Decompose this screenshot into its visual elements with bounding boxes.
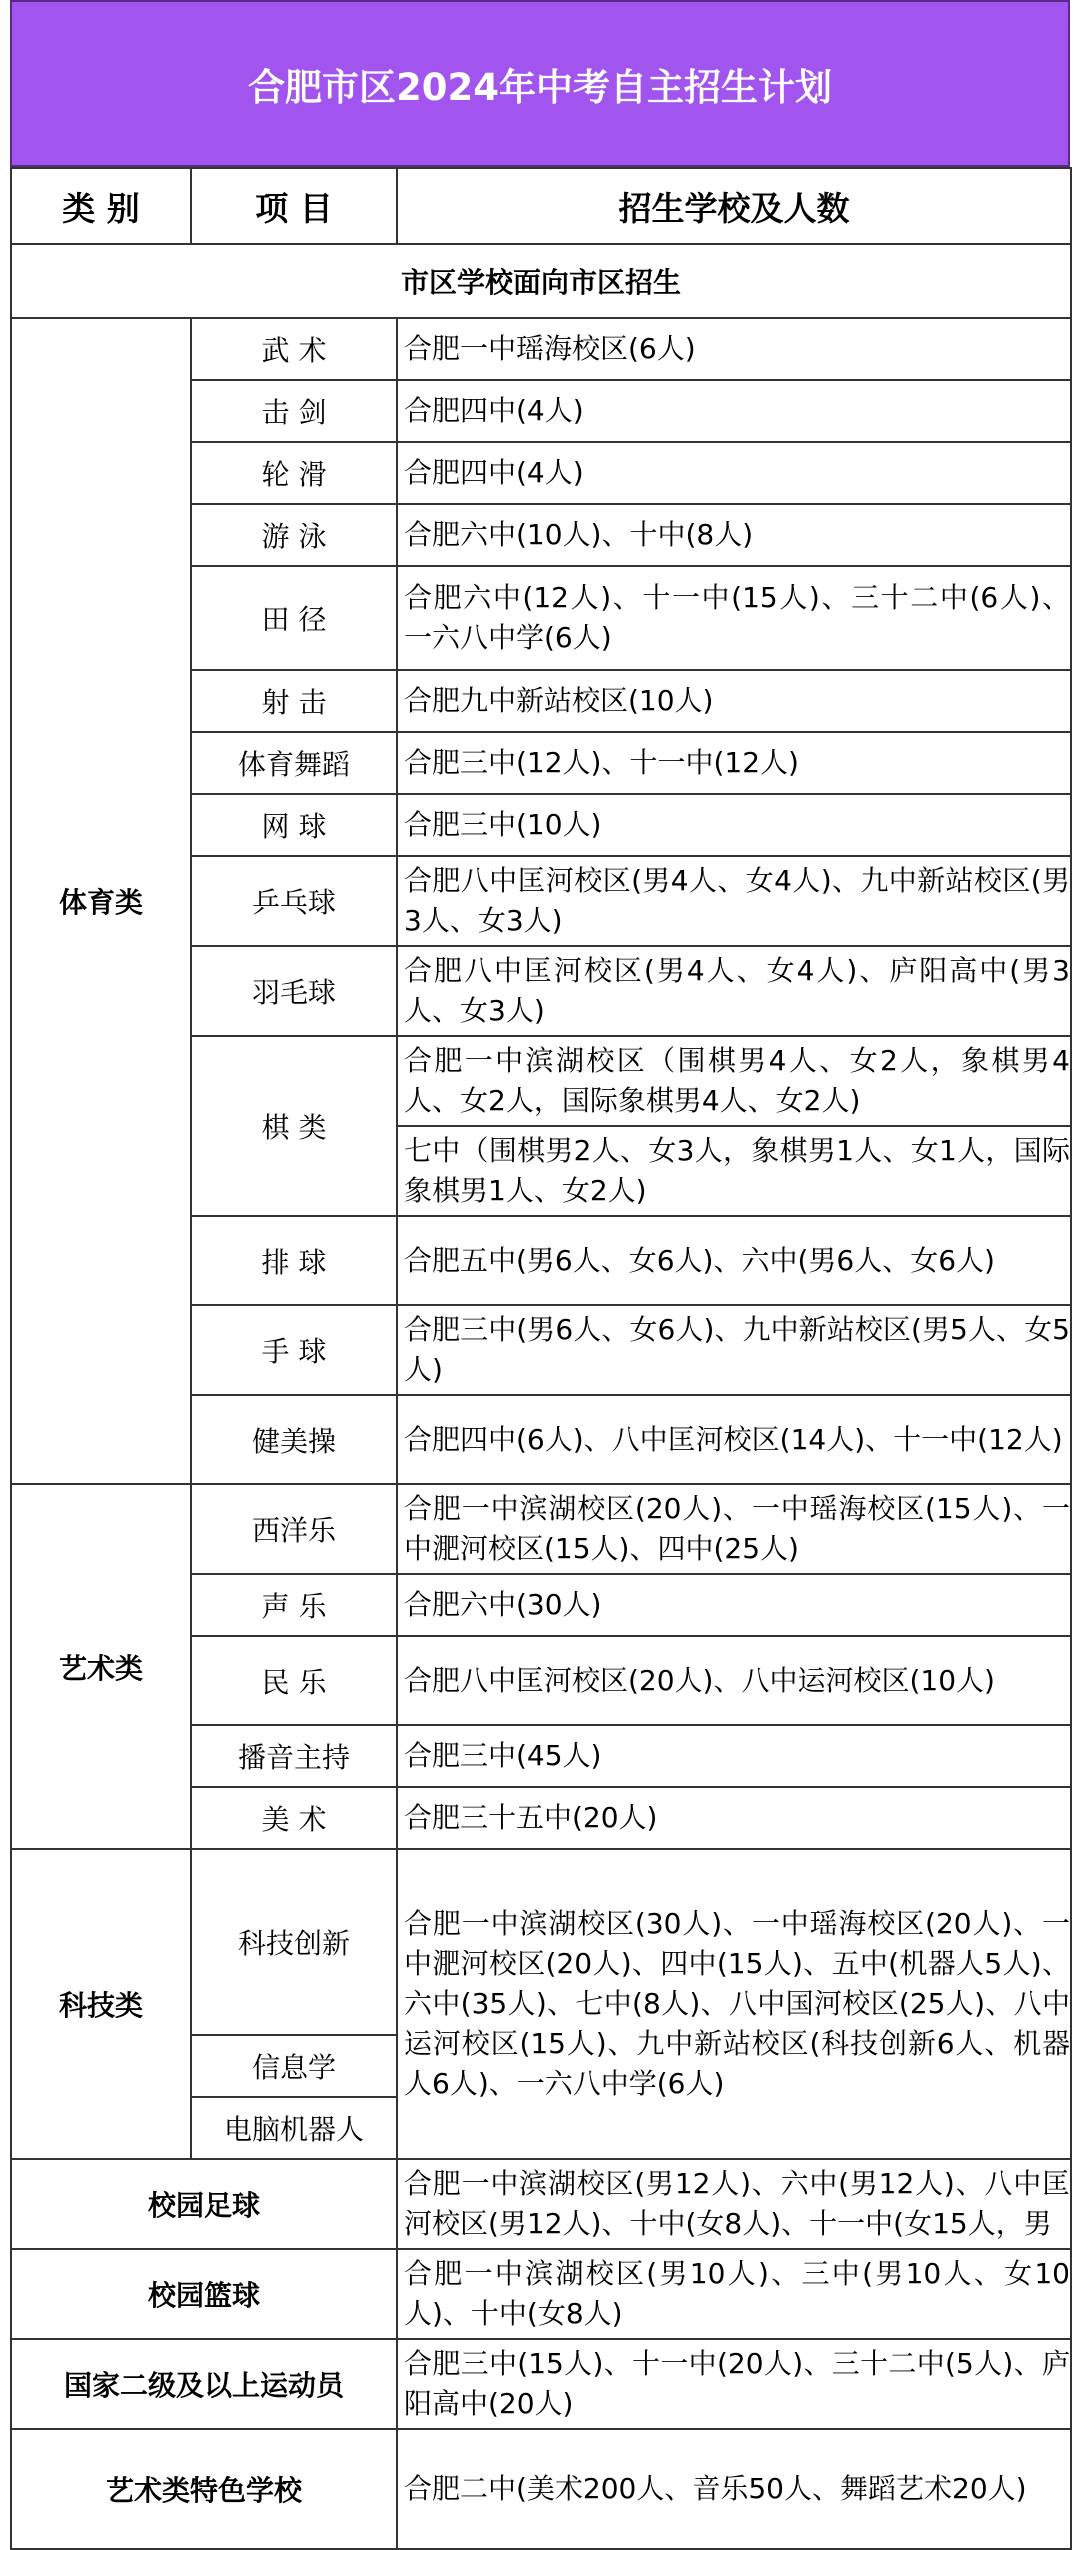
schools-cell: 合肥六中(30人) [397,1574,1071,1636]
table-row [11,1849,1071,2035]
item-cell: 西洋乐 [191,1484,397,1574]
schools-cell: 合肥五中(男6人、女6人)、六中(男6人、女6人) [397,1216,1071,1305]
page-title: 合肥市区2024年中考自主招生计划 [10,0,1070,167]
table-row [11,2159,1071,2249]
schools-cell: 合肥八中匡河校区(20人)、八中运河校区(10人) [397,1636,1071,1725]
category-athletes: 国家二级及以上运动员 [11,2339,397,2429]
item-cell: 田 径 [191,566,397,670]
schools-cell: 合肥四中(4人) [397,380,1071,442]
category-art-school: 艺术类特色学校 [11,2429,397,2549]
item-cell: 民 乐 [191,1636,397,1725]
item-cell: 科技创新 [191,1849,397,2035]
item-cell: 手 球 [191,1305,397,1395]
section-title: 市区学校面向市区招生 [11,244,1071,318]
category-sports: 体育类 [11,318,191,1484]
item-cell: 美 术 [191,1787,397,1849]
category-arts: 艺术类 [11,1484,191,1849]
item-cell: 轮 滑 [191,442,397,504]
schools-cell: 合肥八中匡河校区(男4人、女4人)、庐阳高中(男3人、女3人) [397,946,1071,1036]
header-row [11,168,1071,244]
schools-cell: 合肥三中(45人) [397,1725,1071,1787]
item-cell: 体育舞蹈 [191,732,397,794]
enrollment-table [10,167,1072,2550]
item-cell: 击 剑 [191,380,397,442]
item-cell: 射 击 [191,670,397,732]
schools-cell: 合肥八中匡河校区(男4人、女4人)、九中新站校区(男3人、女3人) [397,856,1071,946]
schools-cell: 合肥六中(10人)、十中(8人) [397,504,1071,566]
schools-cell: 合肥一中瑶海校区(6人) [397,318,1071,380]
schools-cell: 合肥三十五中(20人) [397,1787,1071,1849]
item-cell: 羽毛球 [191,946,397,1036]
item-cell: 游 泳 [191,504,397,566]
schools-cell: 合肥六中(12人)、十一中(15人)、三十二中(6人)、 一六八中学(6人) [397,566,1071,670]
table-row [11,2249,1071,2339]
schools-cell: 合肥四中(6人)、八中匡河校区(14人)、十一中(12人) [397,1395,1071,1484]
schools-cell: 合肥三中(10人) [397,794,1071,856]
item-cell: 播音主持 [191,1725,397,1787]
item-cell: 武 术 [191,318,397,380]
header-category: 类 别 [11,168,191,244]
section-row [11,244,1071,318]
schools-cell: 七中（围棋男2人、女3人，象棋男1人、女1人，国际象棋男1人、女2人) [397,1126,1071,1216]
item-cell: 乒乓球 [191,856,397,946]
schools-cell: 合肥三中(15人)、十一中(20人)、三十二中(5人)、庐阳高中(20人) [397,2339,1071,2429]
item-cell: 排 球 [191,1216,397,1305]
schools-cell [397,2159,1071,2249]
table-row [11,2339,1071,2429]
item-cell: 棋 类 [191,1036,397,1216]
schools-cell: 合肥一中滨湖校区(男10人)、三中(男10人、女10人)、十中(女8人) [397,2249,1071,2339]
item-cell: 信息学 [191,2035,397,2097]
table-row [11,318,1071,380]
table-row [11,2429,1071,2549]
schools-text: 合肥一中滨湖校区(男12人)、六中(男12人)、八中匡河校区(男12人)、十中(女8人)、十一中(女15人，男 [404,2167,1070,2240]
category-football: 校园足球 [11,2159,397,2249]
schools-cell: 合肥三中(12人)、十一中(12人) [397,732,1071,794]
schools-cell: 合肥四中(4人) [397,442,1071,504]
header-item: 项 目 [191,168,397,244]
item-cell: 网 球 [191,794,397,856]
category-basketball: 校园篮球 [11,2249,397,2339]
schools-cell: 合肥一中滨湖校区(30人)、一中瑶海校区(20人)、一中淝河校区(20人)、四中(15人)、五中(机器人5人)、六中(35人)、七中(8人)、八中国河校区(25人)、八中运河校区(15人)、九中新站校区(科技创新6人、机器人6人)、一六八中学(6人) [397,1849,1071,2159]
schools-cell: 合肥一中滨湖校区(20人)、一中瑶海校区(15人)、一中淝河校区(15人)、四中(25人) [397,1484,1071,1574]
table-row [11,1484,1071,1574]
category-tech: 科技类 [11,1849,191,2159]
schools-cell: 合肥一中滨湖校区（围棋男4人、女2人，象棋男4人、女2人，国际象棋男4人、女2人) [397,1036,1071,1126]
item-cell: 健美操 [191,1395,397,1484]
schools-cell: 合肥三中(男6人、女6人)、九中新站校区(男5人、女5人) [397,1305,1071,1395]
item-cell: 声 乐 [191,1574,397,1636]
item-cell: 电脑机器人 [191,2097,397,2159]
schools-cell: 合肥九中新站校区(10人) [397,670,1071,732]
schools-cell: 合肥二中(美术200人、音乐50人、舞蹈艺术20人) [397,2429,1071,2549]
header-schools: 招生学校及人数 [397,168,1071,244]
